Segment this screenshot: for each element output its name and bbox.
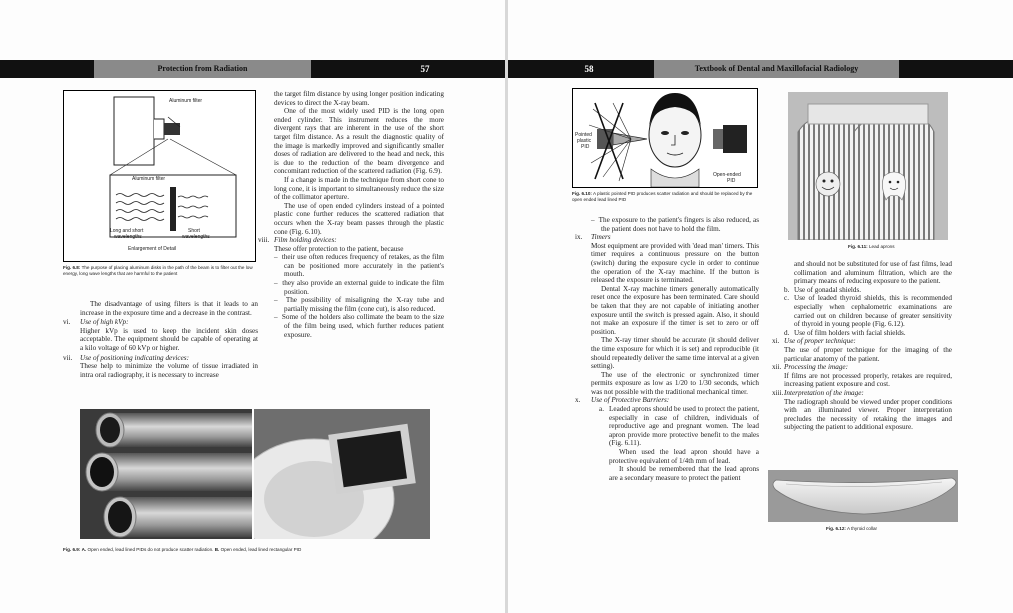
fig-6-8-label-long-short: Long and short [110,228,144,234]
paragraph: The disadvantage of using filters is that it leads to an increase in the exposure time and a decrease in the contrast. [80,300,258,317]
paragraph: When used the lead apron should have a protective equivalent of 1/4th mm of lead. [609,448,759,465]
item-viii-num: viii. [258,236,270,245]
fig-6-8-diagram [63,90,256,262]
item-xi-num: xi. [772,337,780,346]
item-ix [575,233,759,242]
fig-6-11-caption-num: Fig. 6.11: [848,244,868,249]
paragraph: It should be remembered that the lead aprons are a secondary measure to protect the patient [609,465,759,482]
fig-6-9-caption-b-text: Open ended, lead lined rectangular PID [220,547,302,552]
paragraph: Most equipment are provided with 'dead man' timers. This timer requires a continuous pressure on the button (switch) during the exposure cycle in order to continue the operation of the X-ray machine. If the button is released the exposure is terminated. [591,241,759,285]
thyroid-collar-illustration [768,470,958,522]
item-xiii [772,389,952,398]
right-page [508,0,1013,613]
fig-6-11-photo-lead-aprons [788,92,948,240]
item-d-num: d. [784,328,790,337]
fig-6-10-label-pid: PID [581,144,590,150]
item-xi [772,337,952,346]
item-b [784,286,952,295]
dash-item-text: The exposure to the patient's fingers is also reduced, as the patient does not have to hold the film. [598,216,759,233]
item-x-a-body: Leaded aprons should be used to protect the patient, especially in case of children, individuals of reproductive age and pregnant women. The lead apron provide more protective benefit to the males (Fig. 6.11). [609,405,759,448]
item-xii [772,363,952,372]
fig-6-9a-photo-lead-lined-pids [80,409,252,539]
dash-item-text: their use often reduces frequency of retakes, as the film can be positioned more accurately in the patient's mouth. [281,253,445,279]
fig-6-8-caption-num: Fig. 6.8: [63,265,81,270]
fig-6-12-caption-text: A thyroid collar [846,526,878,531]
right-page-number: 58 [584,64,594,74]
fig-6-10-label-open-ended: Open-ended [713,172,741,178]
item-ix-title: Timers [591,233,611,242]
fig-6-10-caption-text: A plastic pointed PID produces scatter radiation and should be replaced by the open ended lead lined PID [572,191,753,202]
fig-6-9-caption [63,547,443,553]
item-xiii-title: Interpretation of the image: [784,388,864,397]
fig-6-10-caption-num: Fig. 6.10: [572,191,592,196]
item-vii-num: vii. [63,353,73,362]
item-x-title: Use of Protective Barriers: [591,396,670,405]
fig-6-10-label-open-pid: PID [727,178,736,184]
fig-6-8-label-long-short-2: wavelengths [114,234,142,240]
fig-6-11-caption-text: Lead aprons [868,244,895,249]
dash-item-text: The possibility of misaligning the X-ray tube and partially missing the film (cone cut), is also reduced. [284,296,444,313]
dash-item-text: they also provide an external guide to indicate the film position. [282,279,445,296]
left-page [0,0,506,613]
item-viii [258,236,444,245]
fig-6-9b-photo-rectangular-pid [254,409,430,539]
fig-6-9-caption-a: A. [81,547,87,552]
item-viii-title: Film holding devices: [274,236,337,245]
fig-6-8-label-short: Short [188,228,200,234]
item-c-text: Use of leaded thyroid shields, this is recommended especially when cephalometric examinations are carried out on children because of greater sensitivity of thyroid in young people (Fig. 6.12). [794,294,952,329]
right-header-title: Textbook of Dental and Maxillofacial Radiology [654,60,899,78]
item-c-num: c. [784,294,789,303]
item-xi-body: The use of proper technique for the imaging of the particular anatomy of the patient. [784,345,952,363]
paragraph: The use of open ended cylinders instead of a pointed plastic cone further reduces the scattered radiation that occurs when the X-ray beam passes through the plastic cone (Fig. 6.10). [274,201,444,236]
rectangular-pid-illustration [254,409,430,539]
dash-item: – their use often reduces frequency of retakes, as the film can be positioned more accurately in the patient's mouth. [274,253,445,279]
cylinders-illustration [80,409,252,539]
fig-6-9-caption-b: B. [214,547,220,552]
fig-6-10-label-pointed: Pointed [575,132,592,138]
item-vi-title: Use of high kVp: [80,318,129,327]
fig-6-9-caption-num: Fig. 6.9: [63,547,81,552]
left-column-2 [258,90,445,339]
paragraph: If a change is made in the technique from short cone to long cone, it is important to simultaneously reduce the size of the collimator aperture. [274,175,444,202]
item-c [784,294,952,328]
fig-6-8-label-short-2: wavelengths [182,234,210,240]
item-x-num: x. [575,396,581,405]
item-x-a-num: a. [599,405,604,414]
item-b-num: b. [784,285,790,294]
fig-6-12-caption-num: Fig. 6.12: [826,526,846,531]
item-xiii-num: xiii. [772,388,784,397]
item-vii-body: These help to minimize the volume of tissue irradiated in intra oral radiography, it is necessary to increase [80,362,258,379]
dash-item: – they also provide an external guide to indicate the film position. [274,279,445,296]
item-viii-intro: These offer protection to the patient, because [274,244,404,253]
item-vi [63,318,258,327]
item-xii-title: Processing the image: [784,363,849,372]
paragraph: the target film distance by using longer position indicating devices to direct the X-ray beam. [274,90,444,107]
right-column-2 [772,260,952,432]
item-xii-body: If films are not processed properly, retakes are required, increasing patient exposure and cost. [784,371,952,389]
left-header-band [0,60,506,78]
fig-6-8-caption-text: The purpose of placing aluminum disks in the path of the beam is to filter out the low energy, long wave lengths that are harmful to the patient [63,265,253,276]
left-page-number: 57 [420,64,430,74]
dash-item: – The possibility of misaligning the X-ray tube and partially missing the film (cone cut), is also reduced. [274,296,444,313]
left-header-title: Protection from Radiation [94,60,311,78]
item-xii-num: xii. [772,363,782,372]
item-x-a [591,405,759,448]
dash-item: – Some of the holders also collimate the beam to the size of the film being used, which further reduces patient exposure. [274,313,445,339]
fig-6-10-label-plastic: plastic [577,138,592,144]
item-xi-title: Use of proper technique: [784,337,856,346]
fig-6-12-caption [826,526,936,532]
item-d [784,329,952,338]
item-b-text: Use of gonadal shields. [794,285,862,294]
right-column-1 [575,216,759,482]
dash-item: – The exposure to the patient's fingers is also reduced, as the patient does not have to hold the film. [591,216,759,233]
fig-6-8-caption [63,265,259,276]
right-header-band [508,60,1013,78]
fig-6-10-caption [572,191,762,202]
fig-6-8-label-filter-detail: Aluminum filter [132,176,166,182]
fig-6-11-caption [848,244,948,250]
item-vii [63,354,258,363]
item-ix-num: ix. [575,233,583,242]
fig-6-9-caption-a-text: Open ended, lead lined PIDs do not produce scatter radiation. [87,547,214,552]
paragraph: The X-ray timer should be accurate (it should deliver the time exposure for which it is set) and reproducible (it should repeatedly deliver the same time interval at a given setting). [591,336,759,371]
paragraph: One of the most widely used PID is the long open ended cylinder. This instrument reduces the more divergent rays that are inherent in the use of the short target film distance. As a result the diagnostic quality of the image is markedly improved and significantly smaller doses of radiation are delivered to the head and neck, this is due to the reduction of the beam divergence and concomitant reduction of the scattered radiation (Fig. 6.9). [274,107,444,176]
dash-item-text: Some of the holders also collimate the beam to the size of the film being used, which further reduces patient exposure. [281,313,445,339]
item-d-text: Use of film holders with facial shields. [794,328,906,337]
item-vi-num: vi. [63,318,71,327]
left-column-1 [63,300,258,379]
item-vii-title: Use of positioning indicating devices: [80,353,189,362]
paragraph: Dental X-ray machine timers generally automatically reset once the exposure has been terminated. Care should be taken that they are not capable of initiating another exposure until the switch is pressed again. Also, it should not make an exposure if the timer is set to zero or off position. [591,284,759,336]
fig-6-10-diagram [572,88,758,188]
item-vi-body: Higher kVp is used to keep the incident skin doses acceptable. The equipment should be capable of operating at a kilo voltage of 60 kVp or higher. [80,326,258,352]
item-x [575,396,759,405]
fig-6-8-label-filter-top: Aluminum filter [169,98,203,104]
item-xiii-body: The radiograph should be viewed under proper conditions with an illuminated viewer. Proper interpretation precludes the necessity of retaking the images and subjecting the patient to additional exposure. [784,397,952,432]
fig-6-12-photo-thyroid-collar [768,470,958,522]
paragraph: The use of the electronic or synchronized timer permits exposure as low as 1/20 to 1/30 seconds, which was not possible with the traditional mechanical timer. [591,370,759,396]
fig-6-8-label-enlargement: Enlargement of Detail [128,246,177,252]
aprons-illustration [788,92,948,240]
paragraph: and should not be substituted for use of fast films, lead collimation and aluminum filtration, which are the primary means of reducing exposure to the patient. [794,260,952,286]
